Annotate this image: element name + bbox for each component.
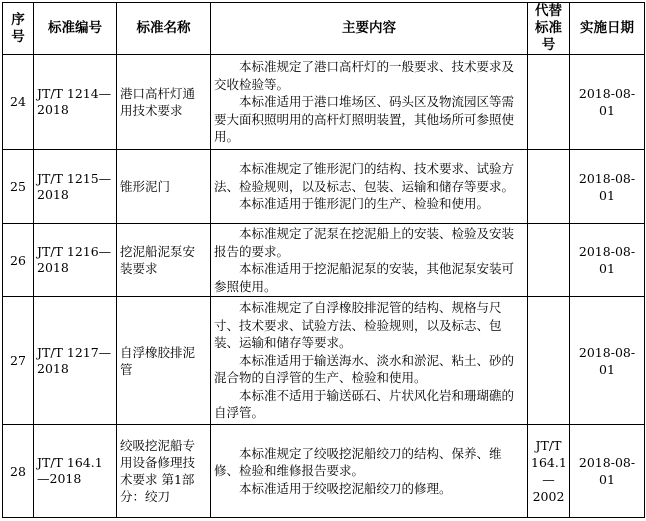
content-paragraph: 本标准适用于港口堆场区、码头区及物流园区等需要大面积照明用的高杆灯照明装置，其他场所可参照使用。 — [214, 94, 515, 145]
table-row — [3, 149, 645, 224]
header-content: 主要内容 — [211, 3, 528, 55]
code-cell: JT/T 1216—2018 — [34, 224, 117, 297]
replace-cell — [528, 55, 570, 150]
content-paragraph: 本标准适用于锥形泥门的生产、检验和使用。 — [239, 196, 490, 212]
name-cell: 挖泥船泥泵安装要求 — [117, 224, 211, 297]
date-cell: 2018-08-01 — [570, 425, 645, 518]
code-cell: JT/T 1214—2018 — [34, 55, 117, 150]
content-paragraph: 本标准规定了港口高杆灯的一般要求、技术要求及交收检验等。 — [214, 59, 515, 92]
content-cell — [211, 224, 528, 297]
content-paragraph: 本标准规定了锥形泥门的结构、技术要求、试验方法、检验规则，以及标志、包装、运输和储存等要求。 — [214, 161, 515, 194]
table-row — [3, 297, 645, 425]
date-cell: 2018-08-01 — [570, 55, 645, 150]
date-cell: 2018-08-01 — [570, 297, 645, 425]
content-paragraph: 本标准适用于输送海水、淡水和淤泥、粘土、砂的混合物的自浮管的生产、检验和使用。 — [214, 352, 515, 386]
date-cell: 2018-08-01 — [570, 149, 645, 224]
seq-cell: 25 — [3, 149, 34, 224]
code-cell: JT/T 1217—2018 — [34, 297, 117, 425]
replace-cell — [528, 224, 570, 297]
seq-cell: 27 — [3, 297, 34, 425]
content-paragraph: 本标准规定了自浮橡胶排泥管的结构、规格与尺寸、技术要求、试验方法、检验规则，以及标志、包装、运输和储存等要求。 — [214, 300, 502, 351]
name-cell: 绞吸挖泥船专用设备修理技术要求 第1部分：绞刀 — [117, 425, 211, 518]
header-seq: 序号 — [3, 3, 34, 55]
standards-table — [2, 2, 645, 518]
seq-cell: 24 — [3, 55, 34, 150]
replace-cell: JT/T 164.1—2002 — [528, 425, 570, 518]
header-name: 标准名称 — [117, 3, 211, 55]
seq-cell: 28 — [3, 425, 34, 518]
content-paragraph: 本标准适用于绞吸挖泥船绞刀的修理。 — [239, 480, 452, 496]
content-paragraph: 本标准不适用于输送砾石、片状风化岩和珊瑚礁的自浮管。 — [214, 387, 515, 421]
content-paragraph: 本标准规定了绞吸挖泥船绞刀的结构、保养、维修、检验和维修报告要求。 — [214, 445, 502, 479]
name-cell: 自浮橡胶排泥管 — [117, 297, 211, 425]
header-date: 实施日期 — [570, 3, 645, 55]
seq-cell: 26 — [3, 224, 34, 297]
replace-cell — [528, 297, 570, 425]
table-row — [3, 224, 645, 297]
header-code: 标准编号 — [34, 3, 117, 55]
date-cell: 2018-08-01 — [570, 224, 645, 297]
content-cell — [211, 55, 528, 150]
content-cell — [211, 149, 528, 224]
table-row — [3, 55, 645, 150]
code-cell: JT/T 1215—2018 — [34, 149, 117, 224]
replace-cell — [528, 149, 570, 224]
content-paragraph: 本标准规定了泥泵在挖泥船上的安装、检验及安装报告的要求。 — [214, 226, 515, 259]
name-cell: 港口高杆灯通用技术要求 — [117, 55, 211, 150]
code-cell: JT/T 164.1—2018 — [34, 425, 117, 518]
name-cell: 锥形泥门 — [117, 149, 211, 224]
table-row — [3, 425, 645, 518]
content-paragraph: 本标准适用于挖泥船泥泵的安装，其他泥泵安装可参照使用。 — [214, 261, 515, 294]
content-cell — [211, 425, 528, 518]
header-replace: 代替标准号 — [528, 3, 570, 55]
content-cell — [211, 297, 528, 425]
header-row — [3, 3, 645, 55]
